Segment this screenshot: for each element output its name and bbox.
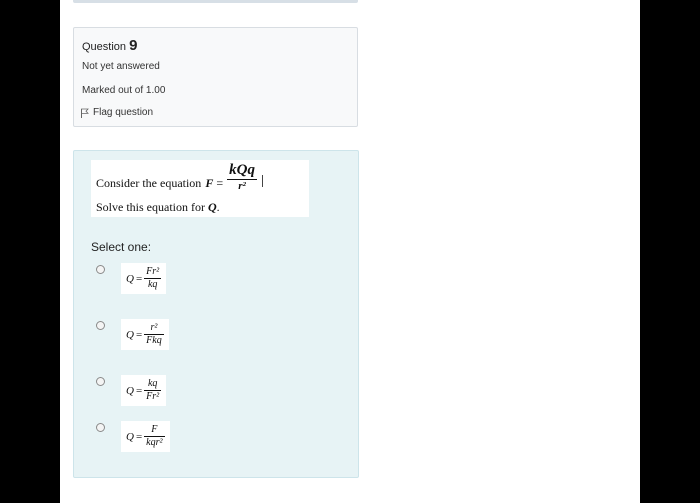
answer-option-1[interactable] bbox=[96, 263, 166, 294]
flag-icon bbox=[80, 108, 89, 118]
formula-lhs: Q bbox=[126, 384, 134, 397]
solve-line bbox=[96, 200, 220, 215]
answer-formula-3 bbox=[121, 375, 166, 406]
formula-numerator: r² bbox=[150, 322, 158, 333]
answer-option-2[interactable] bbox=[96, 319, 169, 350]
answer-option-4[interactable] bbox=[96, 421, 170, 452]
formula-denominator: Fr² bbox=[146, 391, 160, 402]
flag-question-link[interactable] bbox=[80, 107, 153, 118]
question-text bbox=[91, 160, 309, 217]
flag-question-label: Flag question bbox=[93, 107, 154, 118]
formula-lhs: Q bbox=[126, 430, 134, 443]
formula-fraction bbox=[144, 322, 164, 347]
answer-formula-1 bbox=[121, 263, 166, 294]
answer-radio-1[interactable] bbox=[96, 265, 105, 274]
answer-radio-3[interactable] bbox=[96, 377, 105, 386]
formula-numerator: Fr² bbox=[146, 266, 160, 277]
formula-denominator: Fkq bbox=[146, 335, 162, 346]
solve-variable: Q bbox=[207, 200, 217, 214]
solve-lead: Solve this equation for bbox=[96, 200, 205, 214]
formula-eq: = bbox=[135, 328, 143, 341]
marked-out-of: Marked out of 1.00 bbox=[82, 85, 166, 96]
select-one-label: Select one: bbox=[91, 240, 152, 254]
formula-eq: = bbox=[135, 272, 143, 285]
formula-denominator: kqr² bbox=[146, 437, 163, 448]
quiz-page bbox=[60, 0, 640, 503]
answer-formula-2 bbox=[121, 319, 169, 350]
formula-lhs: Q bbox=[126, 272, 134, 285]
question-content-panel bbox=[73, 150, 359, 478]
prompt-lead: Consider the equation bbox=[96, 175, 202, 190]
formula-eq: = bbox=[135, 430, 143, 443]
formula-fraction bbox=[144, 424, 164, 449]
formula-numerator: F bbox=[151, 424, 158, 435]
eq-denominator: r² bbox=[238, 180, 246, 192]
answer-radio-2[interactable] bbox=[96, 321, 105, 330]
solve-end: . bbox=[216, 200, 220, 214]
formula-fraction bbox=[144, 378, 161, 403]
eq-lhs: F bbox=[205, 175, 214, 190]
formula-lhs: Q bbox=[126, 328, 134, 341]
question-label: Question bbox=[82, 41, 127, 53]
question-title bbox=[82, 37, 137, 54]
answer-radio-4[interactable] bbox=[96, 423, 105, 432]
formula-denominator: kq bbox=[147, 279, 158, 290]
eq-fraction bbox=[227, 162, 257, 192]
previous-question-edge bbox=[73, 0, 358, 3]
answer-status: Not yet answered bbox=[82, 61, 160, 72]
question-equation-line bbox=[96, 162, 263, 192]
formula-eq: = bbox=[135, 384, 143, 397]
formula-fraction bbox=[144, 266, 161, 291]
question-info-panel bbox=[73, 27, 358, 127]
answer-option-3[interactable] bbox=[96, 375, 166, 406]
formula-numerator: kq bbox=[147, 378, 158, 389]
answer-formula-4 bbox=[121, 421, 170, 452]
text-cursor bbox=[262, 175, 263, 187]
question-number: 9 bbox=[129, 37, 138, 54]
eq-sign: = bbox=[216, 175, 224, 190]
eq-numerator: kQq bbox=[229, 162, 255, 178]
